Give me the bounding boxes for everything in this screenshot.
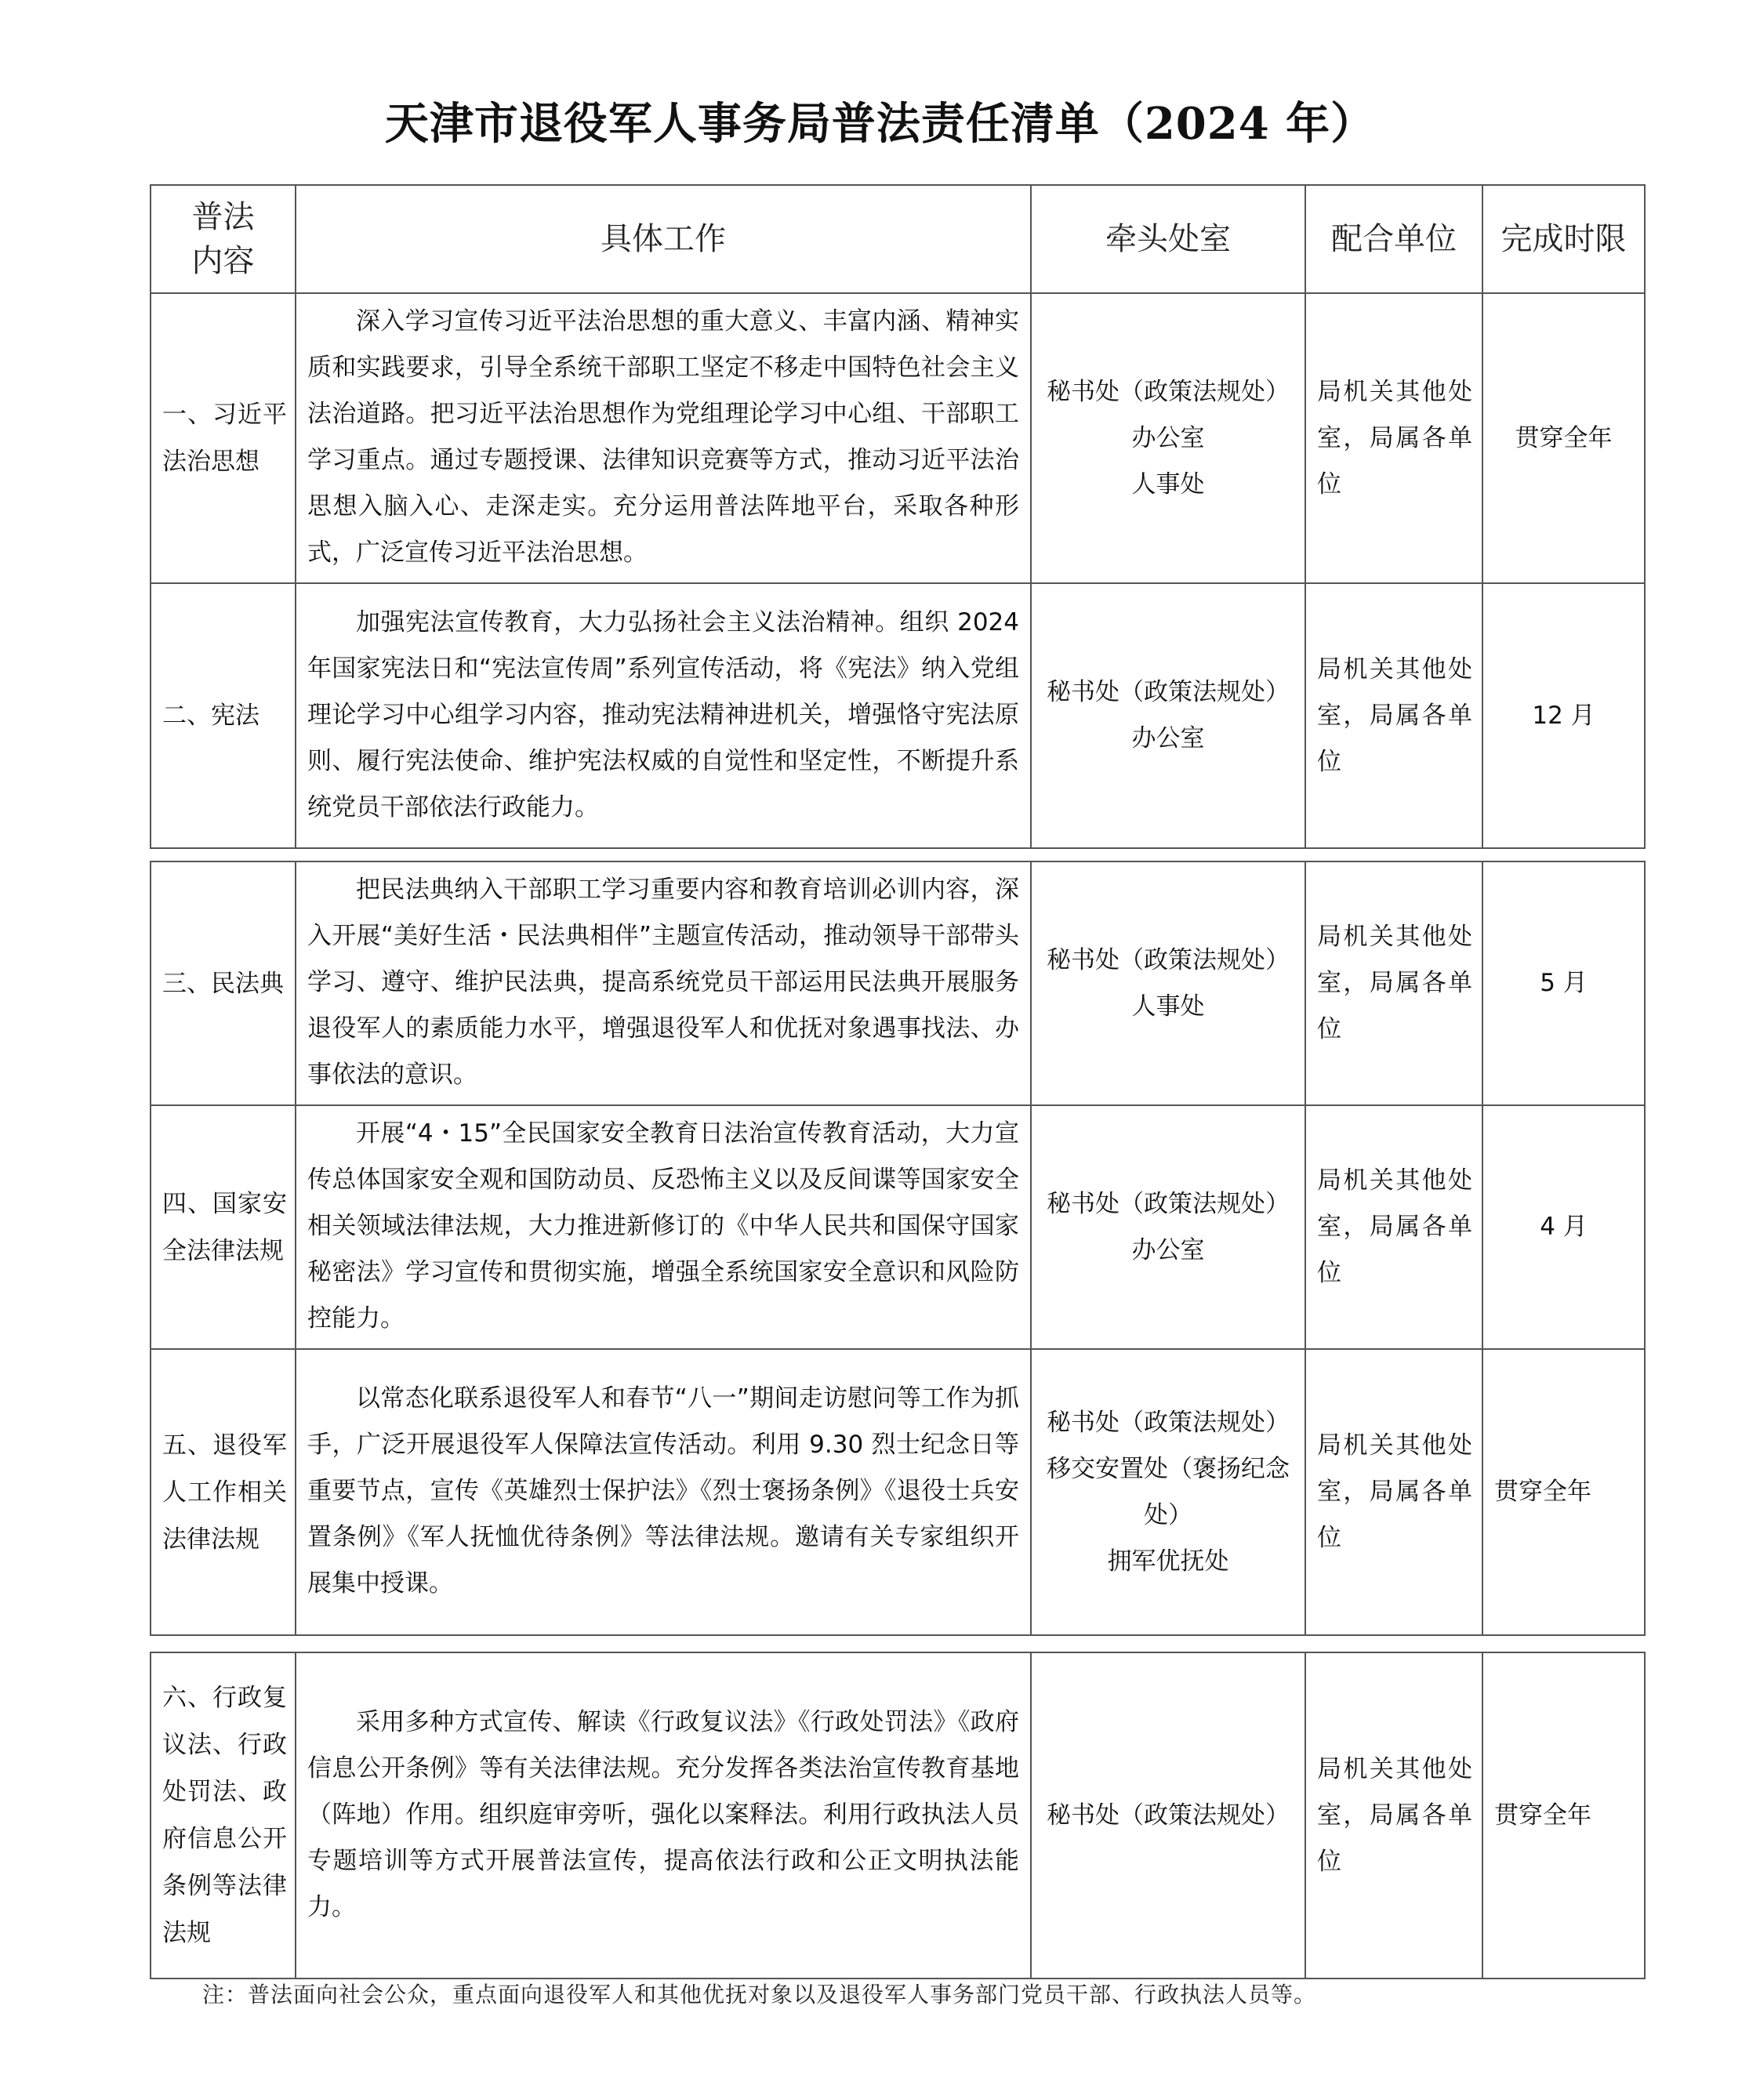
lead-unit: 拥军优抚处: [1107, 1547, 1229, 1576]
lead-unit: 秘书处（政策法规处）: [1047, 945, 1290, 974]
responsibility-table-part-3: [150, 1652, 1646, 1979]
footnote: 注：普法面向社会公众，重点面向退役军人和其他优抚对象以及退役军人事务部门党员干部、行政执法人员等。: [202, 1982, 1317, 2008]
lead-unit: 办公室: [1131, 423, 1205, 452]
row-work: 深入学习宣传习近平法治思想的重大意义、丰富内涵、精神实质和实践要求，引导全系统干部职工坚定不移走中国特色社会主义法治道路。把习近平法治思想作为党组理论学习中心组、干部职工学习重点。通过专题授课、法律知识竞赛等方式，推动习近平法治思想入脑入心、走深走实。充分运用普法阵地平台，采取各种形式，广泛宣传习近平法治思想。: [296, 293, 1031, 583]
lead-unit: 办公室: [1131, 724, 1205, 753]
row-category: 五、退役军人工作相关法律法规: [151, 1349, 296, 1635]
row-category: 六、行政复议法、行政处罚法、政府信息公开条例等法律法规: [151, 1652, 296, 1978]
row-coop: 局机关其他处室，局属各单位: [1305, 1349, 1482, 1635]
responsibility-table-part-2: [150, 861, 1646, 1636]
lead-unit: 人事处: [1131, 992, 1205, 1021]
row-category: 一、习近平法治思想: [151, 293, 296, 583]
lead-unit: 办公室: [1131, 1235, 1205, 1264]
row-deadline: 12 月: [1482, 583, 1645, 848]
lead-unit: 秘书处（政策法规处）: [1047, 1408, 1290, 1437]
row-lead: [1031, 293, 1305, 583]
lead-unit: 秘书处（政策法规处）: [1047, 377, 1290, 406]
row-category: 四、国家安全法律法规: [151, 1105, 296, 1349]
header-category: [151, 185, 296, 293]
table-header-row: [151, 185, 1645, 293]
row-category: 二、宪法: [151, 583, 296, 848]
header-lead: 牵头处室: [1031, 185, 1305, 293]
row-coop: 局机关其他处室，局属各单位: [1305, 861, 1482, 1105]
lead-unit: 移交安置处（褒扬纪念处）: [1047, 1454, 1290, 1529]
row-coop: 局机关其他处室，局属各单位: [1305, 1652, 1482, 1978]
responsibility-table-part-1: [150, 184, 1646, 849]
row-work: 把民法典纳入干部职工学习重要内容和教育培训必训内容，深入开展“美好生活・民法典相伴”主题宣传活动，推动领导干部带头学习、遵守、维护民法典，提高系统党员干部运用民法典开展服务退役军人的素质能力水平，增强退役军人和优抚对象遇事找法、办事依法的意识。: [296, 861, 1031, 1105]
table-row: [151, 1652, 1645, 1978]
header-work: 具体工作: [296, 185, 1031, 293]
lead-unit: 秘书处（政策法规处）: [1047, 1801, 1290, 1830]
table-row: [151, 293, 1645, 583]
row-lead: [1031, 583, 1305, 848]
row-work: 开展“4・15”全民国家安全教育日法治宣传教育活动，大力宣传总体国家安全观和国防动员、反恐怖主义以及反间谍等国家安全相关领域法律法规，大力推进新修订的《中华人民共和国保守国家秘密法》学习宣传和贯彻实施，增强全系统国家安全意识和风险防控能力。: [296, 1105, 1031, 1349]
header-deadline: 完成时限: [1482, 185, 1645, 293]
table-row: [151, 1105, 1645, 1349]
row-deadline: 4 月: [1482, 1105, 1645, 1349]
row-deadline: 贯穿全年: [1482, 293, 1645, 583]
row-lead: [1031, 1652, 1305, 1978]
row-lead: [1031, 861, 1305, 1105]
lead-unit: 秘书处（政策法规处）: [1047, 678, 1290, 706]
row-category: 三、民法典: [151, 861, 296, 1105]
row-deadline: 贯穿全年: [1482, 1349, 1645, 1635]
table-row: [151, 861, 1645, 1105]
table-row: [151, 1349, 1645, 1635]
row-work: 以常态化联系退役军人和春节“八一”期间走访慰问等工作为抓手，广泛开展退役军人保障法宣传活动。利用 9.30 烈士纪念日等重要节点，宣传《英雄烈士保护法》《烈士褒扬条例》《退役士兵安置条例》《军人抚恤优待条例》等法律法规。邀请有关专家组织开展集中授课。: [296, 1349, 1031, 1635]
row-coop: 局机关其他处室，局属各单位: [1305, 583, 1482, 848]
document-title: 天津市退役军人事务局普法责任清单（2024 年）: [384, 98, 1376, 150]
header-category-label: 普法 内容: [191, 199, 255, 279]
lead-unit: 人事处: [1131, 470, 1205, 499]
row-deadline: 贯穿全年: [1482, 1652, 1645, 1978]
row-lead: [1031, 1349, 1305, 1635]
row-coop: 局机关其他处室，局属各单位: [1305, 1105, 1482, 1349]
row-coop: 局机关其他处室，局属各单位: [1305, 293, 1482, 583]
table-row: [151, 583, 1645, 848]
lead-unit: 秘书处（政策法规处）: [1047, 1189, 1290, 1218]
row-deadline: 5 月: [1482, 861, 1645, 1105]
row-work: 采用多种方式宣传、解读《行政复议法》《行政处罚法》《政府信息公开条例》等有关法律法规。充分发挥各类法治宣传教育基地（阵地）作用。组织庭审旁听，强化以案释法。利用行政执法人员专题培训等方式开展普法宣传，提高依法行政和公正文明执法能力。: [296, 1652, 1031, 1978]
header-coop: 配合单位: [1305, 185, 1482, 293]
row-work: 加强宪法宣传教育，大力弘扬社会主义法治精神。组织 2024 年国家宪法日和“宪法宣传周”系列宣传活动，将《宪法》纳入党组理论学习中心组学习内容，推动宪法精神进机关，增强恪守宪法原则、履行宪法使命、维护宪法权威的自觉性和坚定性，不断提升系统党员干部依法行政能力。: [296, 583, 1031, 848]
row-lead: [1031, 1105, 1305, 1349]
